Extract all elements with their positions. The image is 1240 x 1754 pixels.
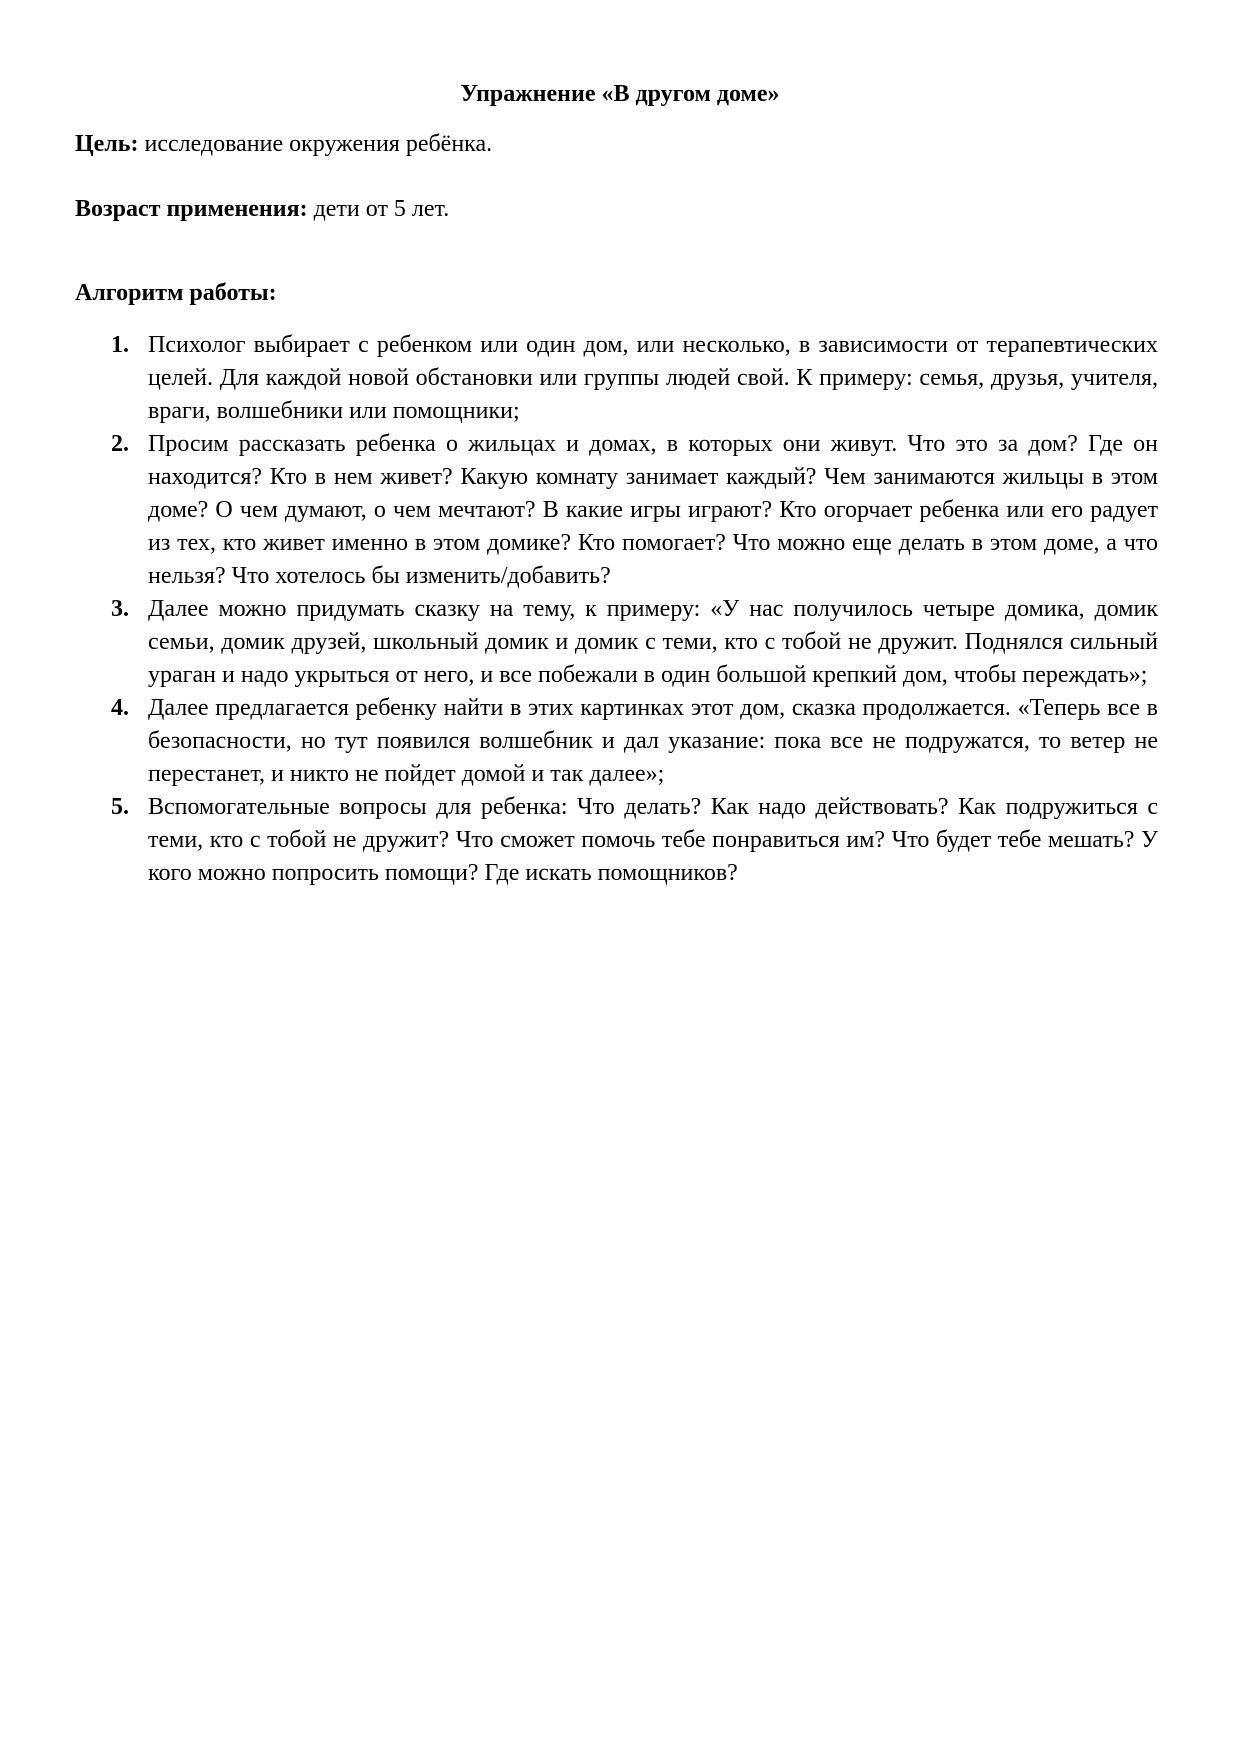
step-number: 4. [111, 695, 129, 721]
age-label: Возраст применения: [75, 196, 308, 222]
step-item [0, 791, 1240, 890]
goal-label: Цель: [75, 131, 139, 157]
document-title: Упражнение «В другом доме» [460, 81, 780, 107]
age-text: дети от 5 лет. [307, 196, 450, 222]
step-number: 3. [111, 596, 129, 622]
step-item [0, 692, 1240, 791]
step-number: 5. [111, 794, 129, 820]
goal-text: исследование окружения ребёнка. [138, 131, 493, 157]
age-line [75, 193, 449, 226]
step-text: Вспомогательные вопросы для ребенка: Что делать? Как надо действовать? Как подружиться с теми, кто с тобой не дружит? Что сможет помочь тебе понравиться им? Что будет тебе мешать? У кого можно попросить помощи? Где искать помощников? [148, 794, 1158, 886]
algorithm-heading: Алгоритм работы: [75, 280, 277, 306]
steps-list [0, 329, 1240, 890]
goal-line [75, 128, 492, 161]
step-item [0, 428, 1240, 593]
step-number: 1. [111, 332, 129, 358]
step-text: Далее предлагается ребенку найти в этих картинках этот дом, сказка продолжается. «Теперь все в безопасности, но тут появился волшебник и дал указание: пока все не подружатся, то ветер не перестанет, и никто не пойдет домой и так далее»; [148, 695, 1158, 787]
step-text: Далее можно придумать сказку на тему, к примеру: «У нас получилось четыре домика, домик семьи, домик друзей, школьный домик и домик с теми, кто с тобой не дружит. Поднялся сильный ураган и надо укрыться от него, и все побежали в один большой крепкий дом, чтобы переждать»; [148, 596, 1158, 688]
step-item [0, 593, 1240, 692]
step-text: Просим рассказать ребенка о жильцах и домах, в которых они живут. Что это за дом? Где он находится? Кто в нем живет? Какую комнату занимает каждый? Чем занимаются жильцы в этом доме? О чем думают, о чем мечтают? В какие игры играют? Кто огорчает ребенка или его радует из тех, кто живет именно в этом домике? Кто помогает? Что можно еще делать в этом доме, а что нельзя? Что хотелось бы изменить/добавить? [148, 431, 1158, 589]
step-number: 2. [111, 431, 129, 457]
step-item [0, 329, 1240, 428]
step-text: Психолог выбирает с ребенком или один дом, или несколько, в зависимости от терапевтических целей. Для каждой новой обстановки или группы людей свой. К примеру: семья, друзья, учителя, враги, волшебники или помощники; [148, 332, 1158, 424]
